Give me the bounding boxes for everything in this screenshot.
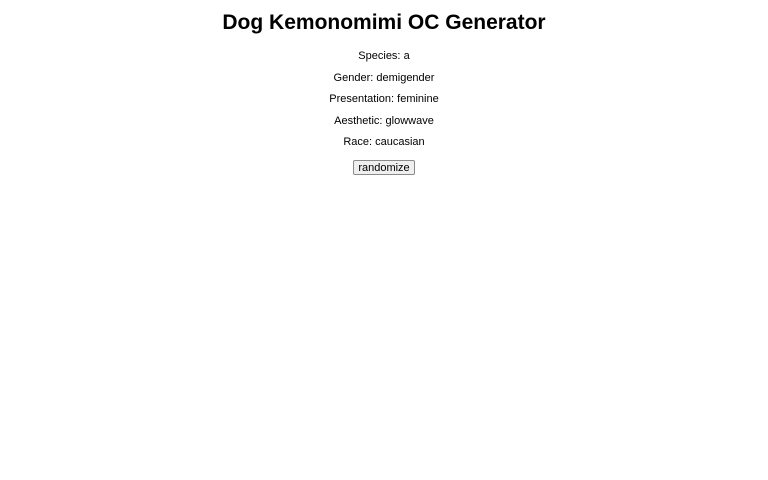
field-race-label: Race: xyxy=(343,136,373,149)
field-gender-value: demigender xyxy=(376,71,435,84)
field-presentation xyxy=(0,93,768,106)
field-aesthetic-value: glowwave xyxy=(385,114,434,127)
field-race-value: caucasian xyxy=(375,136,425,149)
field-species xyxy=(0,50,768,63)
randomize-button[interactable]: randomize xyxy=(353,160,414,175)
field-presentation-label: Presentation: xyxy=(329,93,395,106)
field-race xyxy=(0,136,768,149)
button-row xyxy=(0,158,768,176)
field-presentation-value: feminine xyxy=(397,93,439,106)
field-gender-label: Gender: xyxy=(333,71,374,84)
page-title: Dog Kemonomimi OC Generator xyxy=(222,11,546,34)
oc-fields xyxy=(0,50,768,149)
field-gender xyxy=(0,72,768,85)
field-aesthetic-label: Aesthetic: xyxy=(334,114,383,127)
field-species-label: Species: xyxy=(358,50,401,62)
field-aesthetic xyxy=(0,115,768,128)
field-species-value: a xyxy=(403,50,410,62)
